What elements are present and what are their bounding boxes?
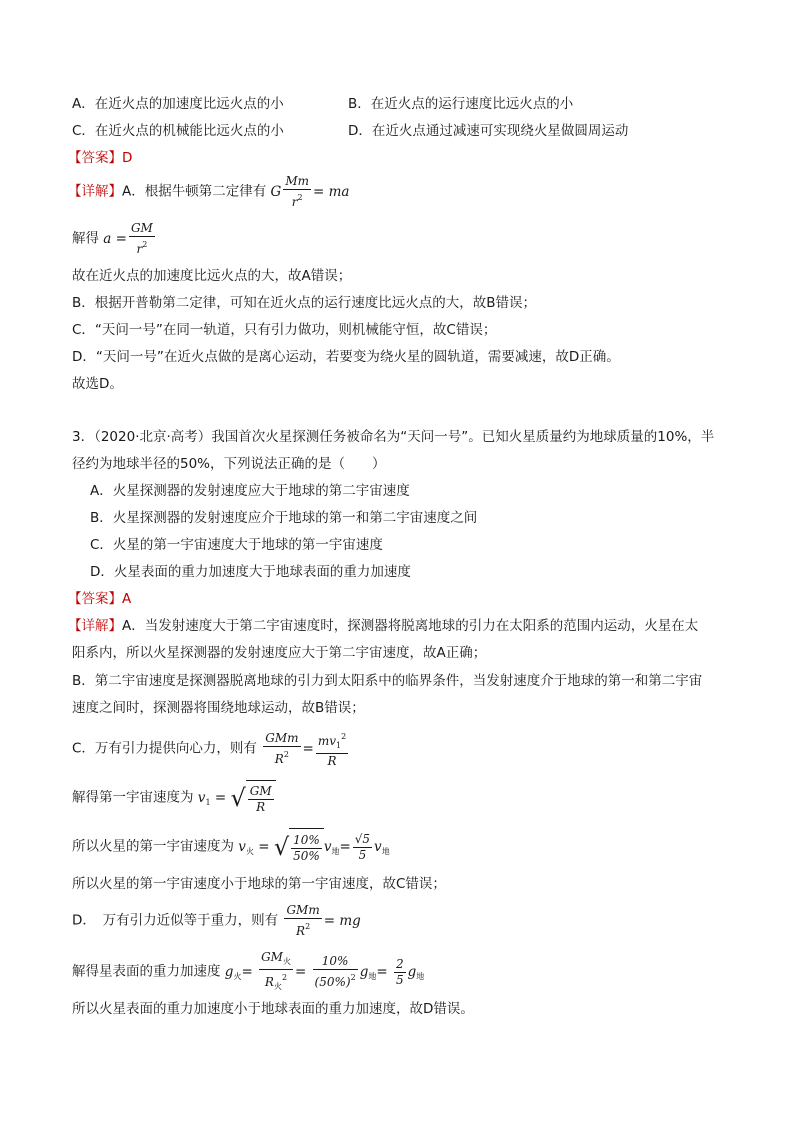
q2-option-b: B．在近火点的运行速度比远火点的小 <box>348 96 574 112</box>
q2-solve-a: 解得 a = $\frac{GM}{r^2}$ <box>72 221 157 257</box>
q2-line-d: D．“天问一号”在近火点做的是离心运动，若要变为绕火星的圆轨道，需要减速，故D正确。 <box>72 349 620 365</box>
q3-option-a: A．火星探测器的发射速度应大于地球的第二宇宙速度 <box>90 483 410 499</box>
q2-line-a: 故在近火点的加速度比远火点的大，故A错误； <box>72 268 352 284</box>
q3-option-d: D．火星表面的重力加速度大于地球表面的重力加速度 <box>90 564 411 580</box>
q3-line-c: 所以火星的第一宇宙速度小于地球的第一宇宙速度，故C错误； <box>72 876 446 892</box>
equation-centripetal: $\frac{\text{GMm}}{R^2}$ = $\frac{mv_1^2}{R}$ <box>265 731 347 768</box>
q3-stem-line1: 3．（2020·北京·高考）我国首次火星探测任务被命名为“天问一号”。已知火星质量约为地球质量的10%，半 <box>72 429 715 445</box>
equation-acceleration: a = $\frac{GM}{r^2}$ <box>103 221 153 256</box>
detail-label: 【详解】 <box>68 618 122 634</box>
q3-first-cosmic: 解得第一宇宙速度为 $v_1$ = √ $\frac{GM}{R}$ <box>72 780 276 820</box>
q3-line-d: 所以火星表面的重力加速度小于地球表面的重力加速度，故D错误。 <box>72 1001 474 1017</box>
equation-first-cosmic-velocity: $v_1$ = √ $\frac{GM}{R}$ <box>198 790 276 806</box>
q2-line-b: B．根据开普勒第二定律，可知在近火点的运行速度比远火点的大，故B错误； <box>72 295 537 311</box>
q3-answer <box>68 589 131 609</box>
equation-newton: G $\frac{Mm}{r^2}$ = ma <box>270 174 350 209</box>
q2-answer <box>68 148 132 168</box>
q2-detail-a <box>68 174 349 210</box>
answer-label: 【答案】 <box>68 150 122 166</box>
q3-detail-a-line1: 【详解】A．当发射速度大于第二宇宙速度时，探测器将脱离地球的引力在太阳系的范围内运动，火星在太 <box>68 618 699 634</box>
q3-stem-line2: 径约为地球半径的50%，下列说法正确的是（ ） <box>72 456 386 472</box>
q2-line-c: C．“天问一号”在同一轨道，只有引力做功，则机械能守恒，故C错误； <box>72 322 497 338</box>
q3-option-c: C．火星的第一宇宙速度大于地球的第一宇宙速度 <box>90 537 383 553</box>
q2-option-d: D．在近火点通过减速可实现绕火星做圆周运动 <box>348 123 629 139</box>
q3-option-b: B．火星探测器的发射速度应介于地球的第一和第二宇宙速度之间 <box>90 510 478 526</box>
q2-option-c: C．在近火点的机械能比远火点的小 <box>72 123 284 139</box>
q3-gravity: 解得星表面的重力加速度 $g_火=$ $\frac{GM_火}{R_火^2}$ = $\frac{10\%}{(50\%)^2}$ $g_地=$ $\frac{2}{5}$ $g_地$ <box>72 950 425 991</box>
q3-detail-a-line2: 阳系内，所以火星探测器的发射速度应大于第二宇宙速度，故A正确； <box>72 645 487 661</box>
q2-option-a: A．在近火点的加速度比远火点的小 <box>72 96 284 112</box>
answer-value: A <box>122 591 132 607</box>
q3-mars-cosmic: 所以火星的第一宇宙速度为 $v_火$ = √ $\frac{10\%}{50\%}$ $v_地=$ $\frac{√5}{5}$ $v_地$ <box>72 828 390 870</box>
q3-detail-d: D． 万有引力近似等于重力，则有 $\frac{\text{GMm}}{R^2}$ = mg <box>72 903 361 938</box>
detail-label: 【详解】 <box>68 183 122 200</box>
q3-detail-b-line2: 速度之间时，探测器将围绕地球运动，故B错误； <box>72 700 365 716</box>
answer-value: D <box>122 150 133 166</box>
equation-gravity: $\frac{\text{GMm}}{R^2}$ = mg <box>286 903 361 938</box>
equation-mars-cosmic-velocity: $v_火$ = √ $\frac{10\%}{50\%}$ $v_地=$ $\frac{√5}{5}$ $v_地$ <box>238 839 389 855</box>
equation-surface-gravity: $g_火=$ $\frac{GM_火}{R_火^2}$ = $\frac{10\%}{(50\%)^2}$ $g_地=$ $\frac{2}{5}$ $g_地$ <box>224 950 425 991</box>
q3-detail-b-line1: B．第二宇宙速度是探测器脱离地球的引力到太阳系中的临界条件，当发射速度介于地球的第一和第二宇宙 <box>72 673 703 689</box>
answer-label: 【答案】 <box>68 591 122 607</box>
q2-final: 故选D。 <box>72 376 123 392</box>
detail-text: A．根据牛顿第二定律有 <box>122 183 267 200</box>
q3-detail-c: C．万有引力提供向心力，则有 $\frac{\text{GMm}}{R^2}$ = $\frac{mv_1^2}{R}$ <box>72 729 350 769</box>
